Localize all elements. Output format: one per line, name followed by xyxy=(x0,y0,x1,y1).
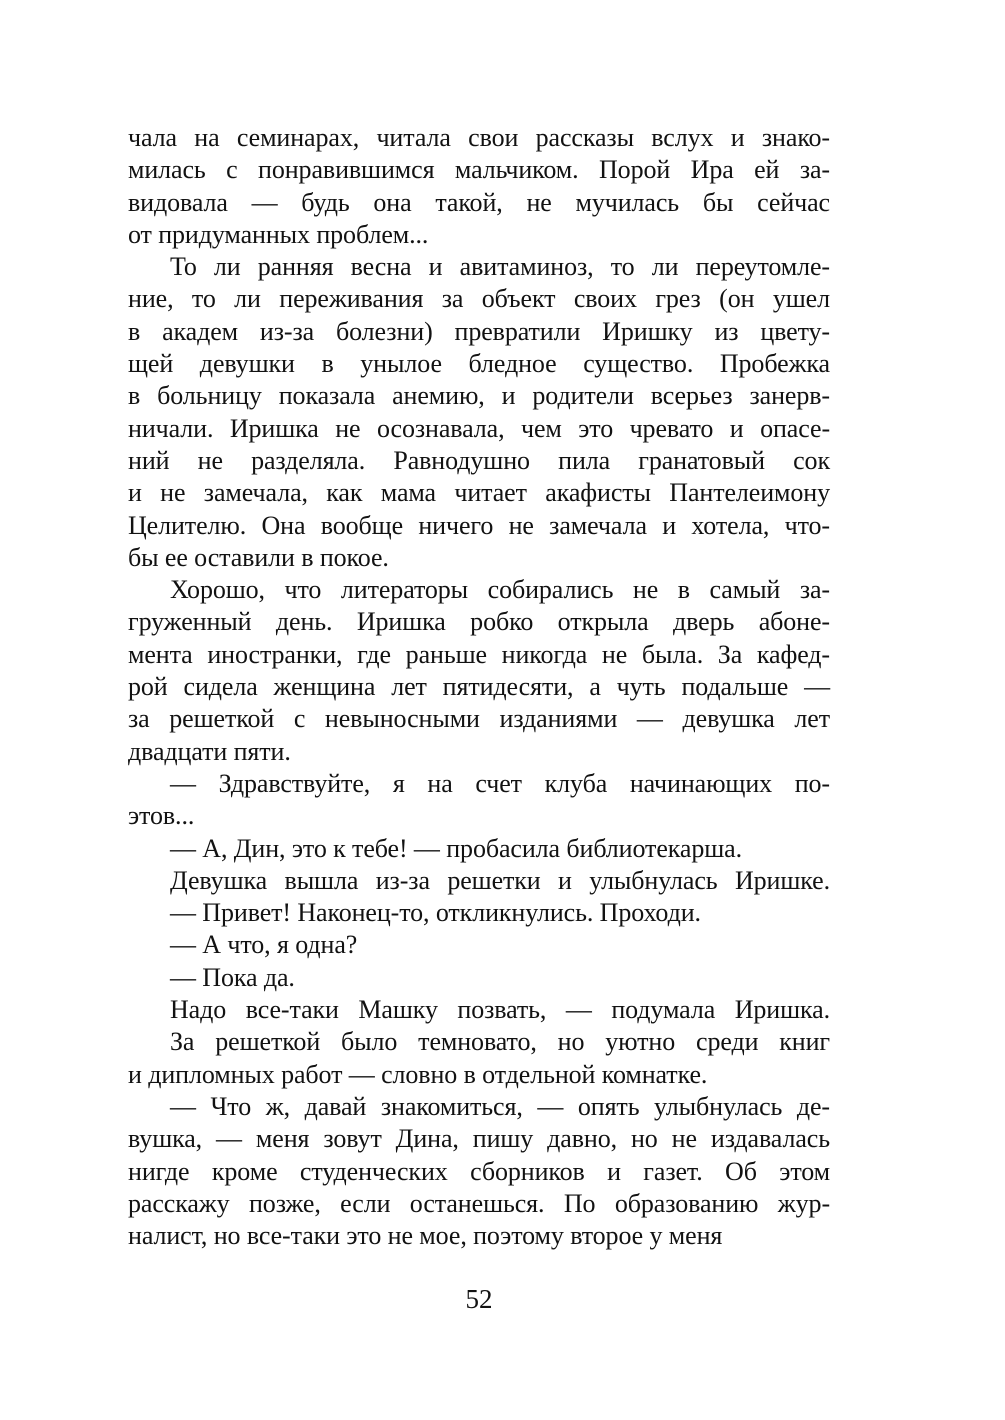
text-line: этов... xyxy=(128,801,195,831)
text-line: — Что ж, давай знакомиться, — опять улыбнулась де- xyxy=(170,1091,830,1121)
text-line: ние, то ли переживания за объект своих грез (он ушел xyxy=(128,284,830,314)
text-line: Девушка вышла из-за решетки и улыбнулась Иришке. xyxy=(170,865,830,895)
paragraph xyxy=(128,962,830,994)
text-line: расскажу позже, если останешься. По образованию жур- xyxy=(128,1188,830,1218)
text-line: То ли ранняя весна и авитаминоз, то ли переутомле- xyxy=(170,252,830,282)
text-line: За решеткой было темновато, но уютно среди книг xyxy=(170,1027,830,1057)
paragraph xyxy=(128,1026,830,1091)
text-line: вушка, — меня зовут Дина, пишу давно, но не издавалась xyxy=(128,1124,830,1154)
text-line: мента иностранки, где раньше никогда не была. За кафед- xyxy=(128,639,830,669)
text-line: и дипломных работ — словно в отдельной комнатке. xyxy=(128,1059,708,1089)
text-line: груженный день. Иришка робко открыла дверь абоне- xyxy=(128,607,830,637)
text-line: нигде кроме студенческих сборников и газет. Об этом xyxy=(128,1156,830,1186)
text-line: Хорошо, что литераторы собирались не в самый за- xyxy=(170,575,830,605)
text-line: щей девушки в унылое бледное существо. Пробежка xyxy=(128,349,830,379)
text-block xyxy=(128,122,830,1252)
paragraph xyxy=(128,929,830,961)
text-line: — А что, я одна? xyxy=(170,930,358,960)
paragraph xyxy=(128,994,830,1026)
text-line: — А, Дин, это к тебе! — пробасила библиотекарша. xyxy=(170,833,742,863)
text-line: — Привет! Наконец-то, откликнулись. Проходи. xyxy=(170,898,701,928)
text-line: Целителю. Она вообще ничего не замечала и хотела, что- xyxy=(128,510,830,540)
paragraph xyxy=(128,1091,830,1252)
paragraph xyxy=(128,122,830,251)
text-line: двадцати пяти. xyxy=(128,736,291,766)
text-line: и не замечала, как мама читает акафисты Пантелеимону xyxy=(128,478,830,508)
paragraph xyxy=(128,768,830,833)
paragraph xyxy=(128,574,830,768)
text-line: рой сидела женщина лет пятидесяти, а чуть подальше — xyxy=(128,672,830,702)
text-line: за решеткой с невыносными изданиями — девушка лет xyxy=(128,704,830,734)
text-line: в больницу показала анемию, и родители всерьез занерв- xyxy=(128,381,830,411)
text-line: видовала — будь она такой, не мучилась бы сейчас xyxy=(128,187,830,217)
paragraph xyxy=(128,897,830,929)
text-line: Надо все-таки Машку позвать, — подумала Иришка. xyxy=(170,995,830,1025)
page-number: 52 xyxy=(465,1284,493,1314)
text-line: — Здравствуйте, я на счет клуба начинающих по- xyxy=(170,768,830,798)
text-line: в академ из-за болезни) превратили Иришку из цвету- xyxy=(128,316,830,346)
paragraph xyxy=(128,865,830,897)
text-line: бы ее оставили в покое. xyxy=(128,542,389,572)
paragraph xyxy=(128,833,830,865)
text-line: налист, но все-таки это не мое, поэтому второе у меня xyxy=(128,1221,723,1251)
text-line: ничали. Иришка не осознавала, чем это чревато и опасе- xyxy=(128,413,830,443)
paragraph xyxy=(128,251,830,574)
text-line: милась с понравившимся мальчиком. Порой Ира ей за- xyxy=(128,155,830,185)
text-line: ний не разделяла. Равнодушно пила гранатовый сок xyxy=(128,445,830,475)
text-line: — Пока да. xyxy=(170,962,295,992)
text-line: от придуманных проблем... xyxy=(128,219,429,249)
text-line: чала на семинарах, читала свои рассказы вслух и знако- xyxy=(128,123,830,152)
